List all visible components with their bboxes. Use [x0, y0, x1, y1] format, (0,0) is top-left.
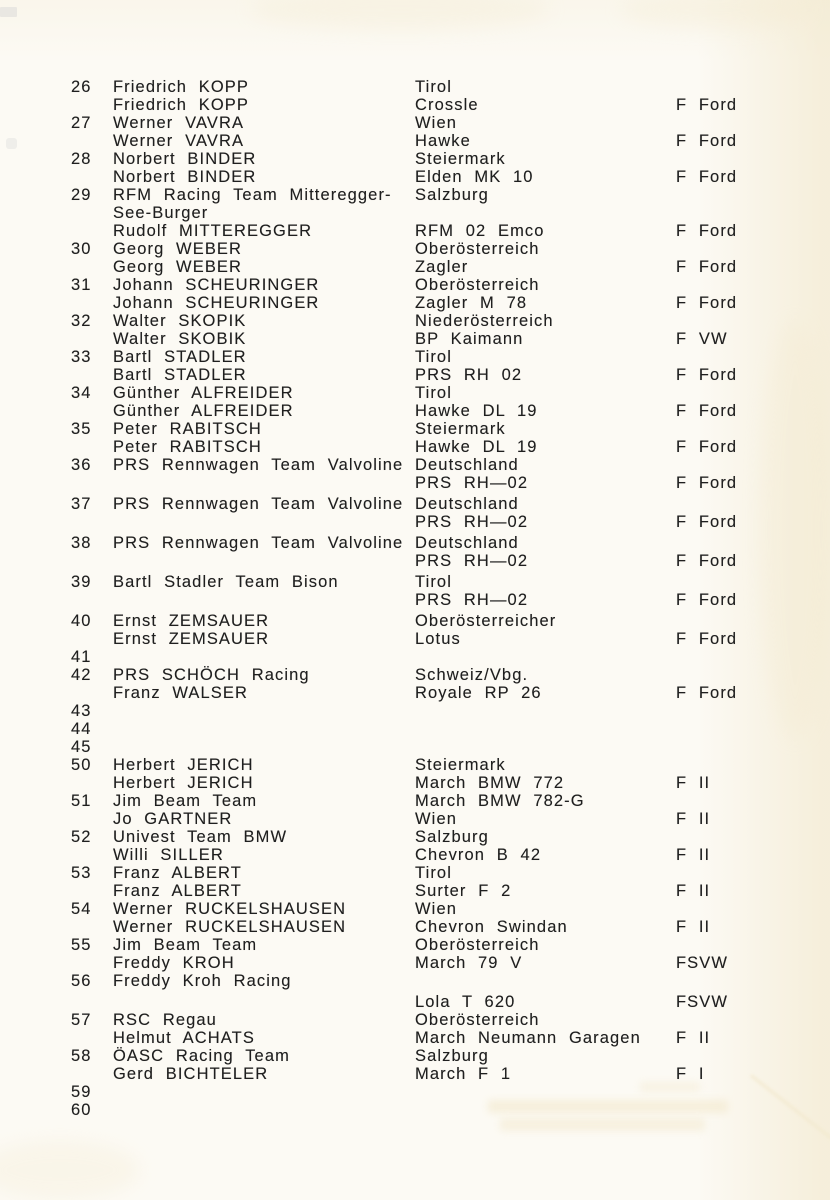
- entry-location: Zagler M 78: [415, 294, 528, 312]
- entry-location: Wien: [415, 900, 457, 918]
- entry-number: 29: [71, 186, 92, 204]
- entry-number: 50: [71, 756, 92, 774]
- entry-name: Günther ALFREIDER: [113, 402, 294, 420]
- entry-number: 36: [71, 456, 92, 474]
- entry-class: F Ford: [676, 474, 738, 492]
- entry-line: [0, 792, 830, 810]
- entry-location: March F 1: [415, 1065, 512, 1083]
- paper-mottle: [250, 0, 550, 30]
- entry-line: [0, 738, 830, 756]
- entry-location: PRS RH—02: [415, 474, 529, 492]
- entry-class: FSVW: [676, 993, 729, 1011]
- paper-mottle: [0, 1140, 140, 1200]
- entry-location: Oberösterreich: [415, 276, 540, 294]
- entry-line: [0, 684, 830, 702]
- entry-name: Gerd BICHTELER: [113, 1065, 269, 1083]
- entry-number: 37: [71, 495, 92, 513]
- entry-line: [0, 312, 830, 330]
- entry-line: [0, 1101, 830, 1119]
- entry-line: [0, 366, 830, 384]
- entry-line: [0, 630, 830, 648]
- entry-location: March Neumann Garagen: [415, 1029, 641, 1047]
- entry-name: Walter SKOBIK: [113, 330, 247, 348]
- entry-line: [0, 774, 830, 792]
- entry-class: F VW: [676, 330, 728, 348]
- entry-number: 55: [71, 936, 92, 954]
- scan-smudge: [0, 7, 17, 17]
- entry-name: Georg WEBER: [113, 240, 243, 258]
- entry-number: 52: [71, 828, 92, 846]
- entry-line: [0, 513, 830, 531]
- entry-location: Deutschland: [415, 495, 519, 513]
- entry-location: BP Kaimann: [415, 330, 524, 348]
- entry-class: F Ford: [676, 366, 738, 384]
- entry-line: [0, 276, 830, 294]
- entry-location: Oberösterreicher: [415, 612, 557, 630]
- entry-location: March 79 V: [415, 954, 523, 972]
- entry-location: Deutschland: [415, 456, 519, 474]
- entry-line: [0, 456, 830, 474]
- entry-line: [0, 114, 830, 132]
- entry-class: F II: [676, 1029, 711, 1047]
- entry-name: Werner VAVRA: [113, 132, 245, 150]
- entry-line: [0, 972, 830, 990]
- entry-line: [0, 330, 830, 348]
- entry-line: [0, 204, 830, 222]
- entry-location: Hawke DL 19: [415, 438, 538, 456]
- entry-name: Ernst ZEMSAUER: [113, 630, 270, 648]
- entry-line: [0, 384, 830, 402]
- entry-location: Chevron Swindan: [415, 918, 568, 936]
- entry-location: Schweiz/Vbg.: [415, 666, 529, 684]
- entry-line: [0, 258, 830, 276]
- entry-name: Norbert BINDER: [113, 150, 257, 168]
- entry-class: F Ford: [676, 684, 738, 702]
- entry-name: Johann SCHEURINGER: [113, 294, 320, 312]
- entry-name: Günther ALFREIDER: [113, 384, 294, 402]
- entry-location: Steiermark: [415, 150, 506, 168]
- entry-location: Salzburg: [415, 186, 489, 204]
- entry-number: 40: [71, 612, 92, 630]
- entry-line: [0, 132, 830, 150]
- entry-line: [0, 1029, 830, 1047]
- entry-number: 39: [71, 573, 92, 591]
- entry-name: Herbert JERICH: [113, 774, 254, 792]
- entry-class: F Ford: [676, 630, 738, 648]
- entry-location: PRS RH 02: [415, 366, 523, 384]
- entry-class: F Ford: [676, 591, 738, 609]
- entry-location: Salzburg: [415, 828, 489, 846]
- entry-name: Bartl STADLER: [113, 348, 247, 366]
- entry-name: See-Burger: [113, 204, 209, 222]
- entry-name: Norbert BINDER: [113, 168, 257, 186]
- entry-location: Tirol: [415, 78, 452, 96]
- entry-class: F II: [676, 774, 711, 792]
- entry-number: 54: [71, 900, 92, 918]
- entry-name: Jim Beam Team: [113, 936, 258, 954]
- entry-location: Zagler: [415, 258, 469, 276]
- entry-name: Werner RUCKELSHAUSEN: [113, 900, 347, 918]
- entry-location: Tirol: [415, 573, 452, 591]
- entry-line: [0, 186, 830, 204]
- entry-location: Royale RP 26: [415, 684, 542, 702]
- entry-location: Salzburg: [415, 1047, 489, 1065]
- entry-location: Tirol: [415, 864, 452, 882]
- entry-name: Jo GARTNER: [113, 810, 233, 828]
- entry-class: F Ford: [676, 402, 738, 420]
- entry-line: [0, 702, 830, 720]
- entry-line: [0, 168, 830, 186]
- entry-name: Peter RABITSCH: [113, 420, 262, 438]
- entry-name: PRS Rennwagen Team Valvoline: [113, 534, 404, 552]
- entry-name: Peter RABITSCH: [113, 438, 262, 456]
- entry-number: 43: [71, 702, 92, 720]
- entry-line: [0, 810, 830, 828]
- showthrough-text: [500, 1118, 705, 1131]
- entry-line: [0, 720, 830, 738]
- entry-class: F Ford: [676, 513, 738, 531]
- entry-line: [0, 1083, 830, 1101]
- entry-class: F Ford: [676, 294, 738, 312]
- entry-class: F I: [676, 1065, 705, 1083]
- entry-number: 59: [71, 1083, 92, 1101]
- entry-class: F Ford: [676, 168, 738, 186]
- entry-number: 53: [71, 864, 92, 882]
- entry-number: 56: [71, 972, 92, 990]
- entry-name: Helmut ACHATS: [113, 1029, 255, 1047]
- entry-line: [0, 420, 830, 438]
- entry-number: 60: [71, 1101, 92, 1119]
- entry-location: Niederösterreich: [415, 312, 554, 330]
- entry-line: [0, 552, 830, 570]
- entry-location: March BMW 772: [415, 774, 565, 792]
- entry-location: PRS RH—02: [415, 591, 529, 609]
- entry-line: [0, 1011, 830, 1029]
- entry-number: 45: [71, 738, 92, 756]
- entry-location: Steiermark: [415, 756, 506, 774]
- entry-line: [0, 573, 830, 591]
- entry-line: [0, 666, 830, 684]
- entry-class: F II: [676, 918, 711, 936]
- entry-line: [0, 828, 830, 846]
- entry-line: [0, 474, 830, 492]
- entry-line: [0, 534, 830, 552]
- entry-name: Georg WEBER: [113, 258, 243, 276]
- entry-number: 38: [71, 534, 92, 552]
- entry-location: Hawke: [415, 132, 471, 150]
- entry-name: Willi SILLER: [113, 846, 224, 864]
- entry-location: Wien: [415, 114, 457, 132]
- entry-line: [0, 936, 830, 954]
- entry-line: [0, 294, 830, 312]
- entry-name: Werner VAVRA: [113, 114, 245, 132]
- entry-line: [0, 918, 830, 936]
- entry-line: [0, 864, 830, 882]
- entry-line: [0, 402, 830, 420]
- entry-number: 30: [71, 240, 92, 258]
- entry-name: Werner RUCKELSHAUSEN: [113, 918, 347, 936]
- entry-name: Friedrich KOPP: [113, 96, 250, 114]
- entry-line: [0, 1065, 830, 1083]
- entry-location: Hawke DL 19: [415, 402, 538, 420]
- entry-name: Freddy Kroh Racing: [113, 972, 292, 990]
- entry-line: [0, 900, 830, 918]
- entry-location: Wien: [415, 810, 457, 828]
- entry-line: [0, 846, 830, 864]
- entry-name: Franz ALBERT: [113, 882, 242, 900]
- entry-line: [0, 591, 830, 609]
- entry-class: F Ford: [676, 438, 738, 456]
- entry-number: 26: [71, 78, 92, 96]
- entry-name: Univest Team BMW: [113, 828, 288, 846]
- entry-location: Elden MK 10: [415, 168, 534, 186]
- entry-class: FSVW: [676, 954, 729, 972]
- entry-class: F II: [676, 846, 711, 864]
- entry-number: 58: [71, 1047, 92, 1065]
- entry-class: F II: [676, 810, 711, 828]
- entry-class: F Ford: [676, 552, 738, 570]
- entry-name: Jim Beam Team: [113, 792, 258, 810]
- entry-location: Lotus: [415, 630, 461, 648]
- entry-line: [0, 96, 830, 114]
- entry-line: [0, 954, 830, 972]
- entry-location: RFM 02 Emco: [415, 222, 545, 240]
- entry-number: 44: [71, 720, 92, 738]
- entry-name: Freddy KROH: [113, 954, 235, 972]
- entry-line: [0, 1047, 830, 1065]
- entry-line: [0, 993, 830, 1011]
- entry-name: Herbert JERICH: [113, 756, 254, 774]
- entry-line: [0, 240, 830, 258]
- entry-location: Chevron B 42: [415, 846, 542, 864]
- entry-line: [0, 78, 830, 96]
- entry-location: Deutschland: [415, 534, 519, 552]
- entry-name: Walter SKOPIK: [113, 312, 247, 330]
- entry-location: Tirol: [415, 348, 452, 366]
- entry-line: [0, 438, 830, 456]
- entry-name: ÖASC Racing Team: [113, 1047, 290, 1065]
- entry-line: [0, 150, 830, 168]
- entry-line: [0, 495, 830, 513]
- entry-name: RSC Regau: [113, 1011, 217, 1029]
- entry-list: [0, 78, 830, 1119]
- entry-name: PRS Rennwagen Team Valvoline: [113, 495, 404, 513]
- entry-line: [0, 348, 830, 366]
- entry-number: 34: [71, 384, 92, 402]
- entry-name: PRS Rennwagen Team Valvoline: [113, 456, 404, 474]
- entry-line: [0, 756, 830, 774]
- entry-name: Ernst ZEMSAUER: [113, 612, 270, 630]
- entry-class: F Ford: [676, 258, 738, 276]
- entry-name: Johann SCHEURINGER: [113, 276, 320, 294]
- entry-location: Crossle: [415, 96, 479, 114]
- entry-line: [0, 882, 830, 900]
- entry-number: 28: [71, 150, 92, 168]
- entry-line: [0, 222, 830, 240]
- entry-location: Oberösterreich: [415, 936, 540, 954]
- entry-location: Tirol: [415, 384, 452, 402]
- entry-number: 35: [71, 420, 92, 438]
- entry-location: PRS RH—02: [415, 552, 529, 570]
- entry-name: Rudolf MITTEREGGER: [113, 222, 313, 240]
- paper-mottle: [620, 0, 810, 28]
- entry-name: RFM Racing Team Mitteregger-: [113, 186, 392, 204]
- entry-number: 27: [71, 114, 92, 132]
- entry-number: 51: [71, 792, 92, 810]
- entry-name: Franz ALBERT: [113, 864, 242, 882]
- entry-name: PRS SCHÖCH Racing: [113, 666, 310, 684]
- entry-location: Oberösterreich: [415, 240, 540, 258]
- entry-class: F Ford: [676, 222, 738, 240]
- entry-location: Oberösterreich: [415, 1011, 540, 1029]
- entry-number: 41: [71, 648, 92, 666]
- entry-number: 32: [71, 312, 92, 330]
- entry-location: Lola T 620: [415, 993, 516, 1011]
- entry-name: Franz WALSER: [113, 684, 249, 702]
- entry-number: 57: [71, 1011, 92, 1029]
- entry-line: [0, 612, 830, 630]
- entry-class: F II: [676, 882, 711, 900]
- entry-number: 42: [71, 666, 92, 684]
- entry-name: Bartl Stadler Team Bison: [113, 573, 339, 591]
- entry-number: 33: [71, 348, 92, 366]
- entry-class: F Ford: [676, 132, 738, 150]
- entry-class: F Ford: [676, 96, 738, 114]
- entry-name: Friedrich KOPP: [113, 78, 250, 96]
- entry-name: Bartl STADLER: [113, 366, 247, 384]
- entry-location: Steiermark: [415, 420, 506, 438]
- entry-line: [0, 648, 830, 666]
- entry-location: PRS RH—02: [415, 513, 529, 531]
- entry-location: Surter F 2: [415, 882, 512, 900]
- entry-location: March BMW 782-G: [415, 792, 585, 810]
- entry-number: 31: [71, 276, 92, 294]
